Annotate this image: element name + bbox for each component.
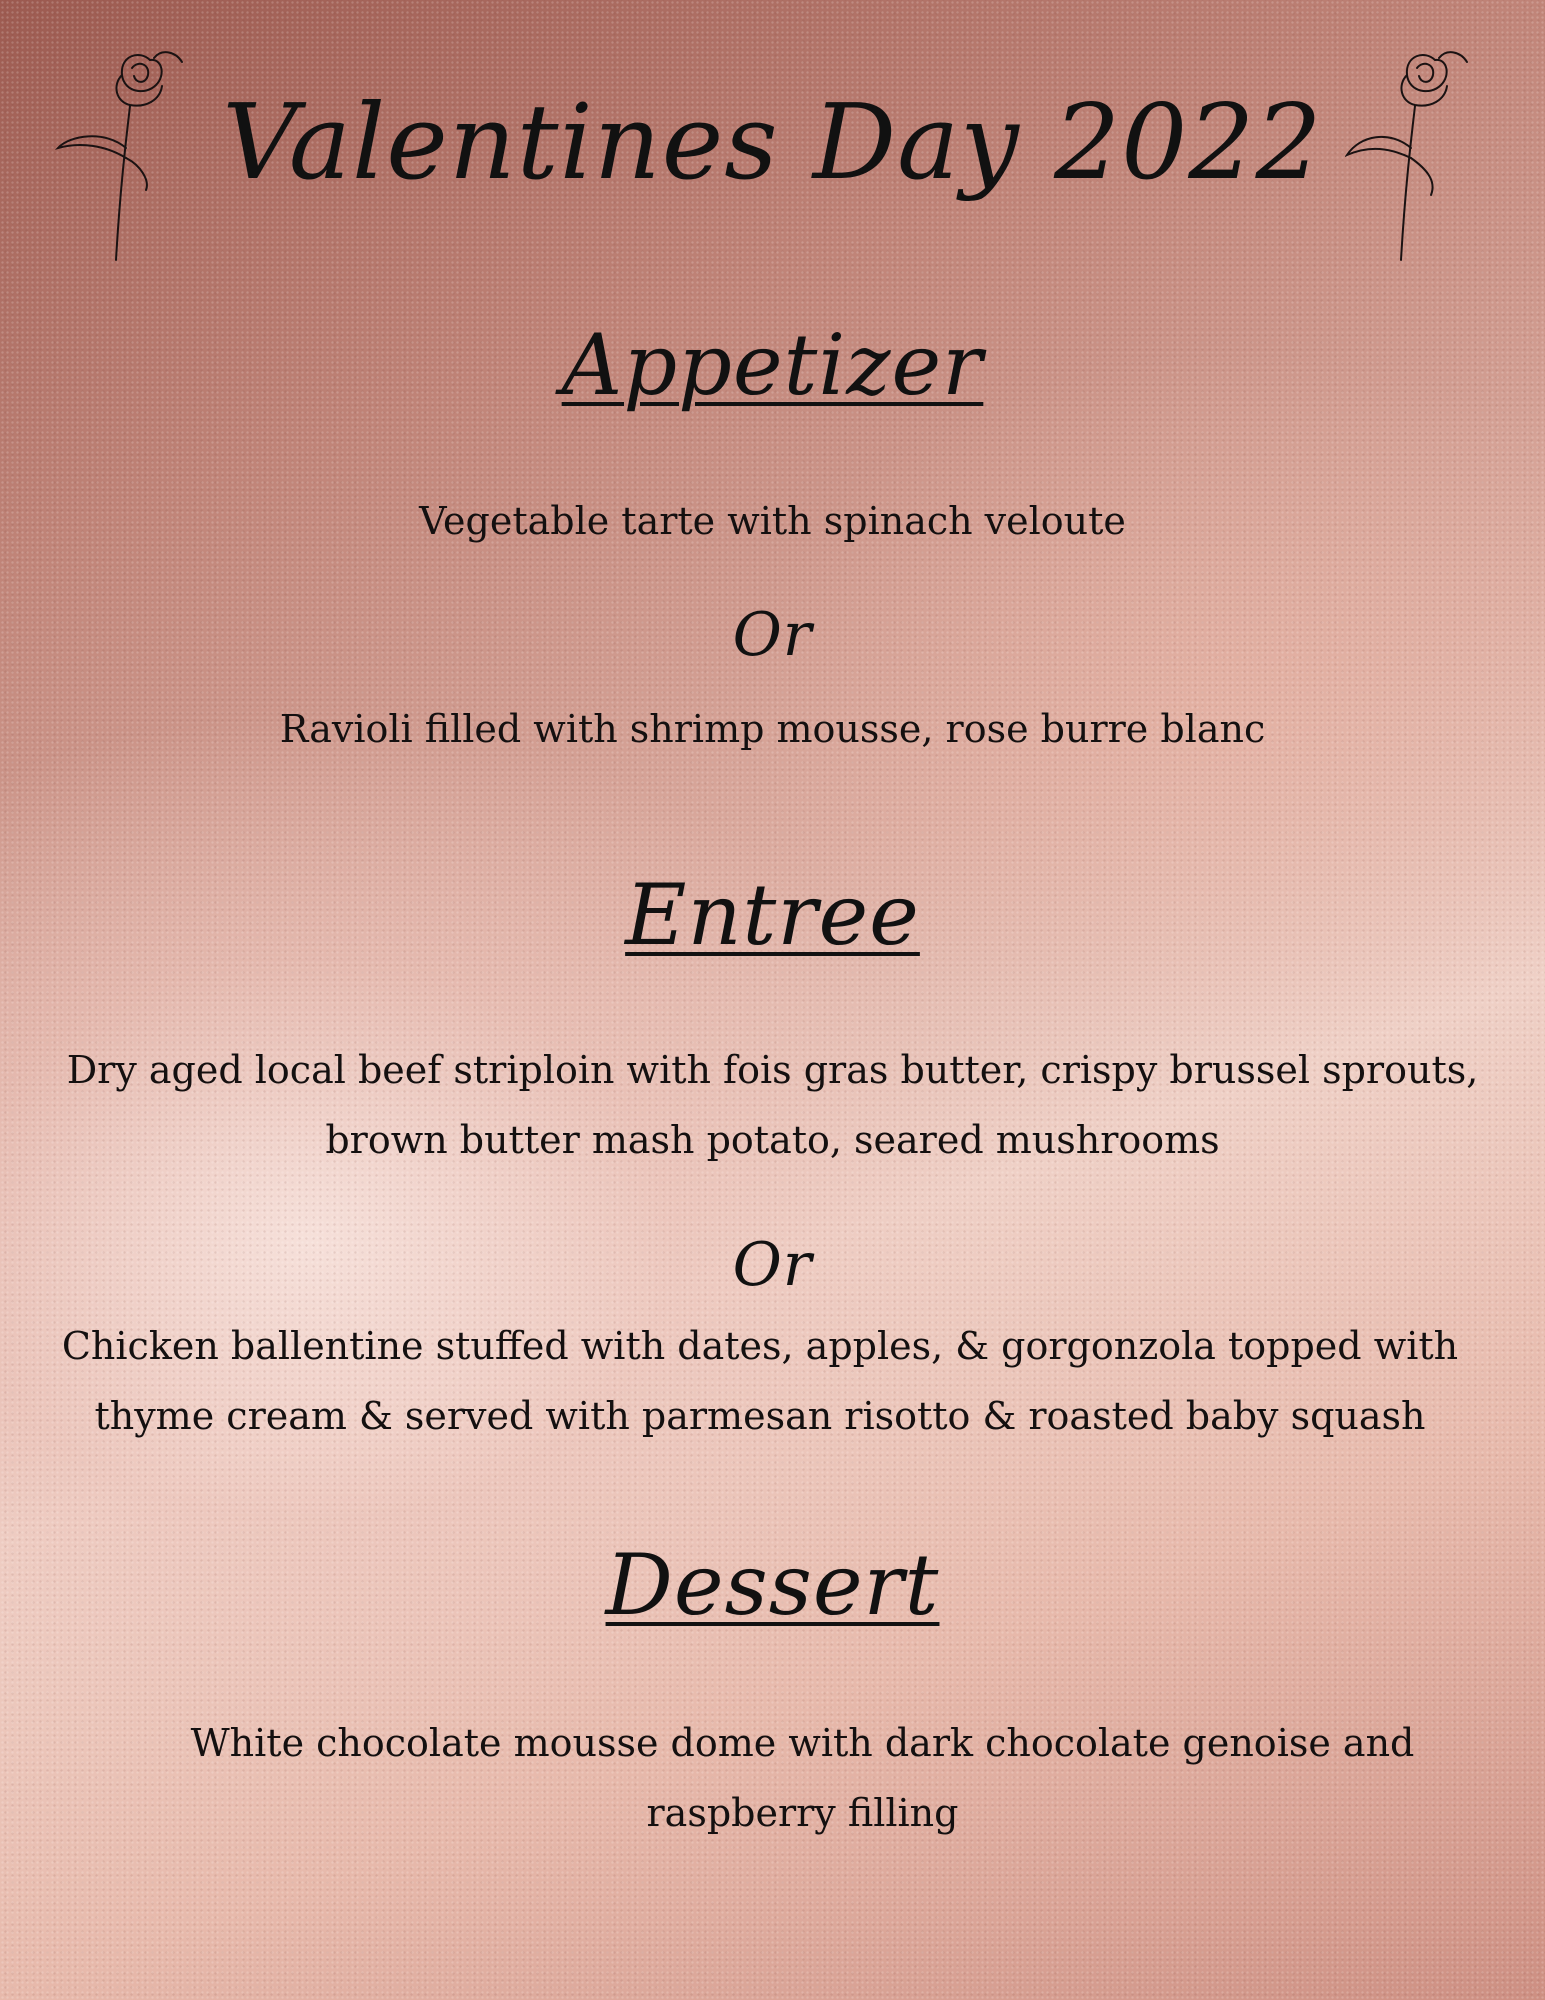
appetizer-option-1: Vegetable tarte with spinach veloute [419, 499, 1126, 543]
dessert-heading: Dessert [605, 1536, 940, 1634]
dessert-option-1: White chocolate mousse dome with dark chocolate genoise and raspberry filling [190, 1721, 1415, 1835]
appetizer-heading: Appetizer [561, 316, 984, 414]
page-title: Valentines Day 2022 [222, 81, 1323, 203]
appetizer-option-2: Ravioli filled with shrimp mousse, rose burre blanc [279, 707, 1266, 751]
entree-or-separator: Or [732, 1230, 813, 1300]
appetizer-or-separator: Or [732, 600, 813, 670]
entree-heading: Entree [625, 866, 920, 964]
entree-option-2: Chicken ballentine stuffed with dates, apples, & gorgonzola topped with thyme cream & served with parmesan risotto & roasted baby squash [61, 1324, 1459, 1438]
entree-option-1: Dry aged local beef striploin with fois gras butter, crispy brussel sprouts, brown butter mash potato, seared mushrooms [66, 1048, 1479, 1162]
